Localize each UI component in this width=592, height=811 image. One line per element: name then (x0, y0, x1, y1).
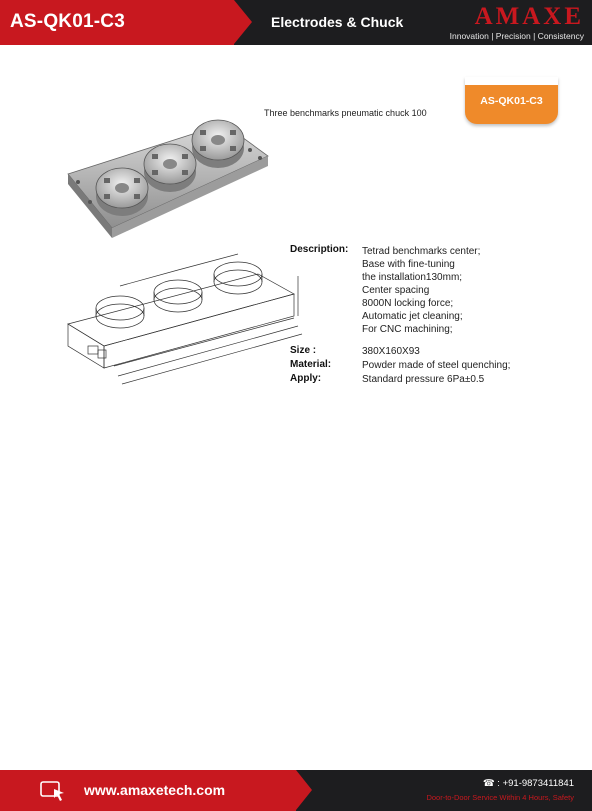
description-line: the installation130mm; (362, 272, 463, 283)
description-line: For CNC machining; (362, 324, 453, 335)
phone-number: : +91-9873411841 (494, 778, 574, 789)
header-arrow (234, 0, 252, 44)
phone-icon: ☎ (482, 778, 495, 789)
description-line: Center spacing (362, 285, 430, 296)
description-label: Description: (290, 244, 349, 255)
footer-bar (0, 770, 592, 811)
size-label: Size : (290, 345, 317, 356)
technical-drawing (58, 246, 308, 394)
service-tagline: Door-to-Door Service Within 4 Hours, Safety (426, 793, 574, 802)
website-link[interactable]: www.amaxetech.com (84, 782, 226, 798)
description-line: Tetrad benchmarks center; (362, 246, 481, 257)
material-label: Material: (290, 359, 332, 370)
description-text (362, 245, 480, 336)
size-value: 380X160X93 (362, 346, 420, 357)
material-value: Powder made of steel quenching; (362, 360, 511, 371)
tab-top-mask (465, 77, 558, 85)
apply-label: Apply: (290, 373, 322, 384)
apply-value: Standard pressure 6Pa±0.5 (362, 374, 485, 385)
brand-logo (434, 5, 584, 41)
brand-name: AMAXE (474, 3, 584, 30)
tab-label: AS-QK01-C3 (480, 95, 543, 107)
product-caption: Three benchmarks pneumatic chuck 100 (264, 108, 427, 118)
description-line: Base with fine-tuning (362, 259, 455, 270)
product-photo (64, 116, 272, 246)
header-bar (0, 0, 592, 45)
brand-tagline: Innovation | Precision | Consistency (449, 31, 584, 41)
header-category: Electrodes & Chuck (271, 14, 404, 30)
header-product-code: AS-QK01-C3 (10, 11, 125, 32)
phone-contact (483, 778, 574, 789)
footer-arrow (296, 770, 312, 810)
cursor-hand-icon (40, 779, 66, 803)
description-line: 8000N locking force; (362, 298, 454, 309)
description-line: Automatic jet cleaning; (362, 311, 463, 322)
